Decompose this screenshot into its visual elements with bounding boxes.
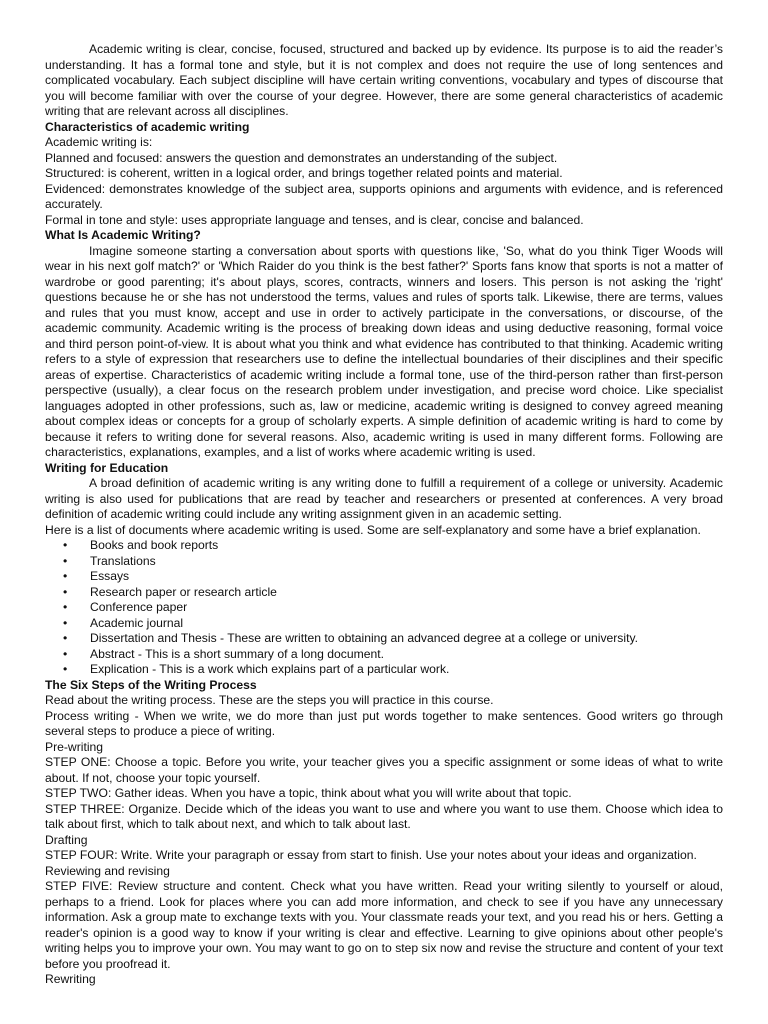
six-steps-phase: Drafting bbox=[45, 832, 88, 847]
what-is-paragraph: Imagine someone starting a conversation about sports with questions like, 'So, what do you think Tiger Woods will wear in his next golf match?' or 'Which Raider do you think is the best father?' Sports fans know that sports is not a matter of wardrobe or good parenting; it's about plays, scores, contracts, winners and losers. This person is not asking the 'right' questions because he or she has not understood the terms, values and rules of sports talk. Likewise, there are terms, values and rules that you must know, accept and use in order to actively participate in the conversations, or discourse, of the academic community. Academic writing is the process of breaking down ideas and using deductive reasoning, formal voice and third person point-of-view. It is about what you think and what evidence has contributed to that thinking. Academic writing refers to a style of expression that researchers use to define the intellectual boundaries of their disciplines and their specific areas of expertise. Characteristics of academic writing include a formal tone, use of the third-person rather than first-person perspective (usually), a clear focus on the research problem under investigation, and precise word choice. Like specialist languages adopted in other professions, such as, law or medicine, academic writing is designed to convey agreed meaning about complex ideas or concepts for a group of scholarly experts. A simple definition of academic writing is hard to come by because it refers to writing done for several reasons. Also, academic writing is used in many different forms. Following are characteristics, explanations, examples, and a list of works where academic writing is used. bbox=[45, 243, 723, 459]
six-steps-line: STEP THREE: Organize. Decide which of the ideas you want to use and where you want to use them. Choose which idea to talk about first, which to talk about next, and which to talk about last. bbox=[45, 801, 723, 831]
section-heading-characteristics: Characteristics of academic writing bbox=[45, 119, 250, 134]
six-steps-phase: Pre-writing bbox=[45, 739, 104, 754]
bullet-icon: • bbox=[63, 569, 68, 583]
section-heading-what-is: What Is Academic Writing? bbox=[45, 228, 201, 242]
document-page bbox=[45, 42, 723, 988]
six-steps-line: Process writing - When we write, we do more than just put words together to make sentences. Good writers go through several steps to produce a piece of writing. bbox=[45, 708, 723, 738]
list-item-text: Dissertation and Thesis - These are written to obtaining an advanced degree at a college or university. bbox=[90, 631, 638, 645]
list-item-text: Translations bbox=[90, 553, 156, 568]
education-list-intro: Here is a list of documents where academic writing is used. Some are self-explanatory and some have a brief explanation. bbox=[45, 522, 701, 537]
six-steps-phase: Rewriting bbox=[45, 972, 96, 986]
list-item bbox=[45, 569, 723, 585]
bullet-icon: • bbox=[63, 538, 68, 552]
bullet-icon: • bbox=[63, 631, 68, 645]
bullet-icon: • bbox=[63, 662, 68, 676]
list-item bbox=[45, 538, 723, 554]
list-item bbox=[45, 662, 723, 678]
characteristics-lead: Academic writing is: bbox=[45, 135, 153, 149]
intro-paragraph: Academic writing is clear, concise, focused, structured and backed up by evidence. Its purpose is to aid the reader’s understanding. It has a formal tone and style, but it is not complex and does not require the use of long sentences and complicated vocabulary. Each subject discipline will have certain writing conventions, vocabulary and types of discourse that you will become familiar with over the course of your degree. However, there are some general characteristics of academic writing that are relevant across all disciplines. bbox=[45, 42, 723, 118]
list-item bbox=[45, 616, 723, 632]
section-heading-six-steps: The Six Steps of the Writing Process bbox=[45, 677, 257, 692]
bullet-icon: • bbox=[63, 553, 68, 568]
list-item bbox=[45, 631, 723, 647]
list-item-text: Books and book reports bbox=[90, 538, 219, 552]
list-item bbox=[45, 647, 723, 663]
list-item-text: Academic journal bbox=[90, 615, 184, 630]
education-paragraph: A broad definition of academic writing is any writing done to fulfill a requirement of a college or university. Academic writing is also used for publications that are read by teacher and researchers or presented at conferences. A very broad definition of academic writing could include any writing assignment given in an academic setting. bbox=[45, 476, 723, 521]
characteristic-item: Structured: is coherent, written in a logical order, and brings together related points and material. bbox=[45, 166, 563, 180]
list-item bbox=[45, 554, 723, 570]
characteristic-item: Formal in tone and style: uses appropriate language and tenses, and is clear, concise and balanced. bbox=[45, 212, 584, 227]
list-item bbox=[45, 585, 723, 601]
six-steps-line: Read about the writing process. These are the steps you will practice in this course. bbox=[45, 693, 494, 707]
six-steps-line: STEP FIVE: Review structure and content. Check what you have written. Read your writing silently to yourself or aloud, perhaps to a friend. Look for places where you can add more information, and check to see if you have any unnecessary information. Ask a group mate to exchange texts with you. Your classmate reads your text, and you read his or hers. Getting a reader's opinion is a good way to know if your writing is clear and effective. Learning to give opinions about other people's writing helps you to improve your own. You may want to go on to step six now and revise the structure and content of your text before you proofread it. bbox=[45, 879, 723, 971]
six-steps-line: STEP ONE: Choose a topic. Before you write, your teacher gives you a specific assignment or some ideas of what to write about. If not, choose your topic yourself. bbox=[45, 755, 723, 785]
characteristic-item: Planned and focused: answers the question and demonstrates an understanding of the subject. bbox=[45, 150, 558, 165]
six-steps-line: STEP TWO: Gather ideas. When you have a topic, think about what you will write about that topic. bbox=[45, 786, 572, 800]
list-item-text: Research paper or research article bbox=[90, 584, 277, 599]
bullet-icon: • bbox=[63, 646, 68, 661]
list-item-text: Abstract - This is a short summary of a long document. bbox=[90, 646, 384, 661]
bullet-icon: • bbox=[63, 600, 68, 614]
list-item-text: Explication - This is a work which explains part of a particular work. bbox=[90, 662, 450, 676]
bullet-icon: • bbox=[63, 584, 68, 599]
six-steps-phase: Reviewing and revising bbox=[45, 863, 170, 878]
document-types-list bbox=[45, 538, 723, 678]
characteristic-item: Evidenced: demonstrates knowledge of the subject area, supports opinions and arguments with evidence, and is referenced accurately. bbox=[45, 181, 723, 211]
list-item-text: Conference paper bbox=[90, 600, 188, 614]
six-steps-line: STEP FOUR: Write. Write your paragraph or essay from start to finish. Use your notes about your ideas and organization. bbox=[45, 848, 697, 862]
list-item-text: Essays bbox=[90, 569, 130, 583]
list-item bbox=[45, 600, 723, 616]
bullet-icon: • bbox=[63, 615, 68, 630]
section-heading-education: Writing for Education bbox=[45, 460, 169, 475]
